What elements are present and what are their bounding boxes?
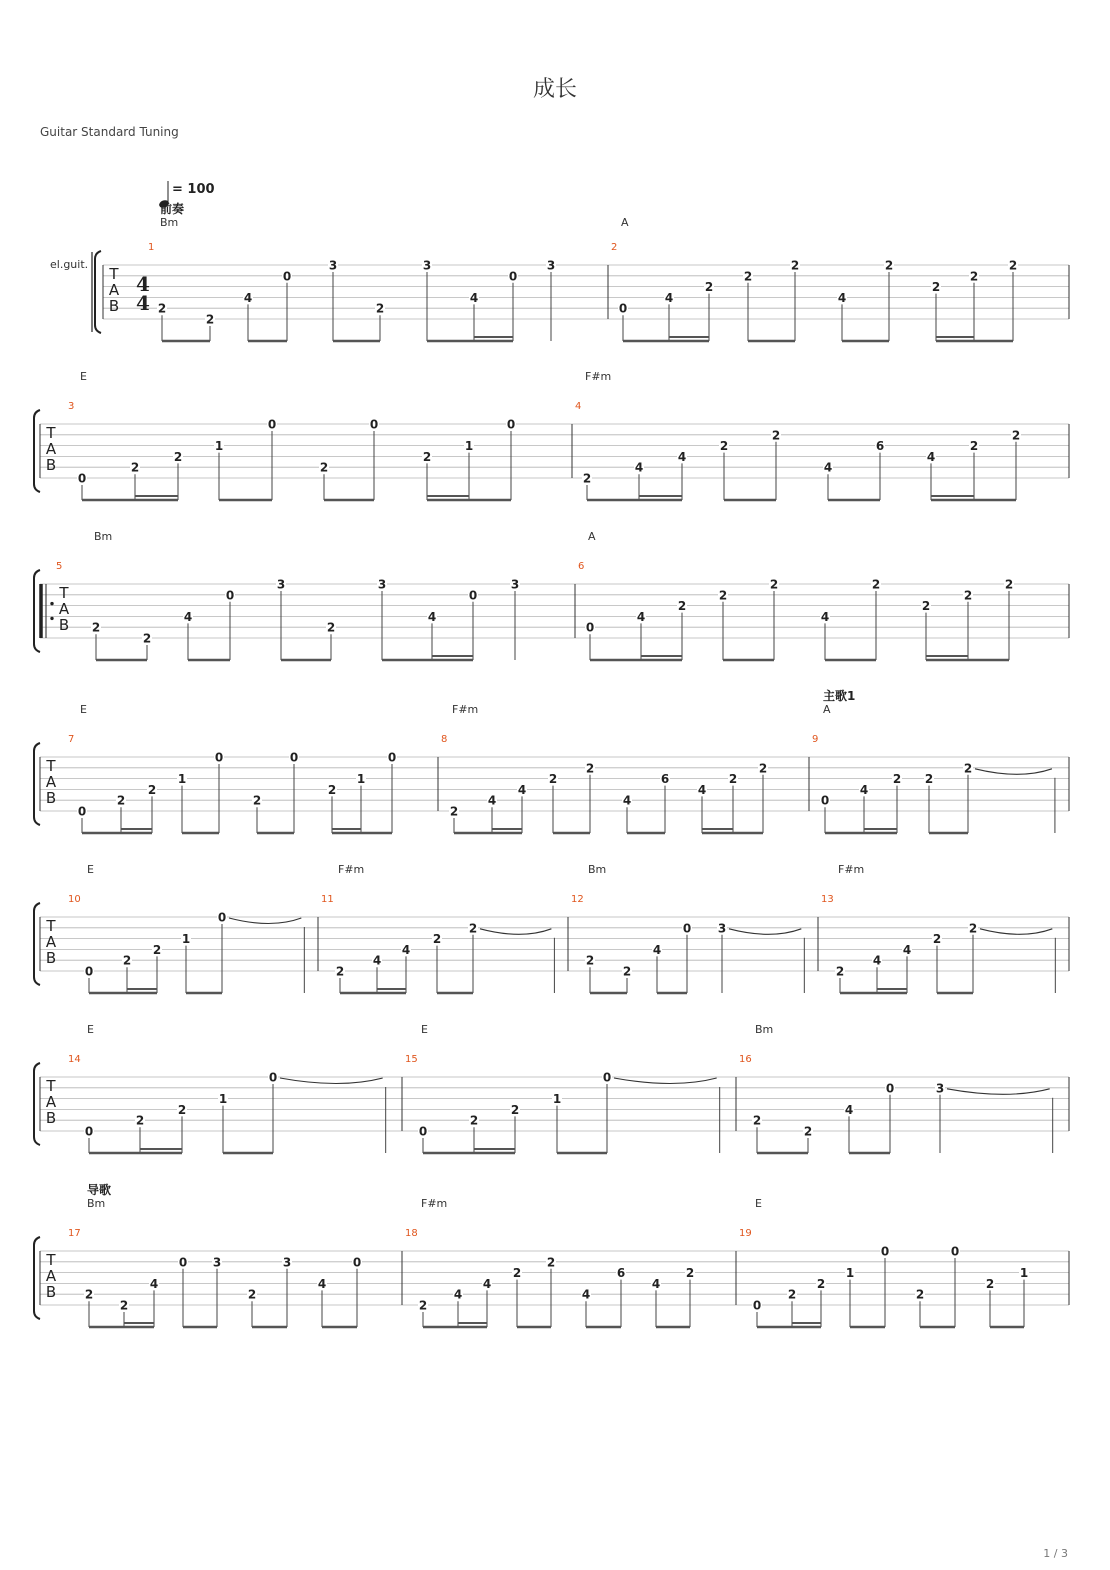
tie-arc — [729, 929, 801, 935]
fret-number: 2 — [432, 932, 442, 947]
fret-number: 2 — [546, 1255, 556, 1270]
fret-number: 2 — [252, 793, 262, 808]
fret-number: 2 — [142, 631, 152, 646]
fret-number: 2 — [769, 577, 779, 592]
fret-number: 2 — [512, 1266, 522, 1281]
fret-number: 2 — [758, 761, 768, 776]
fret-number: 3 — [282, 1255, 292, 1270]
fret-number: 2 — [932, 932, 942, 947]
measure-number: 5 — [56, 561, 63, 572]
fret-number: 4 — [243, 290, 253, 305]
tie-arc — [980, 929, 1052, 935]
chord-name: F#m — [421, 1197, 448, 1210]
measure-number: 6 — [578, 561, 585, 572]
fret-number: 0 — [682, 921, 692, 936]
time-signature-bottom: 4 — [136, 291, 150, 315]
fret-number: 0 — [84, 964, 94, 979]
fret-number: 2 — [130, 460, 140, 475]
fret-number: 4 — [453, 1287, 463, 1302]
measure-number: 4 — [575, 401, 582, 412]
system-bracket — [34, 410, 40, 492]
tie-arc — [947, 1089, 1050, 1095]
fret-number: 2 — [152, 942, 162, 957]
fret-number: 1 — [552, 1092, 562, 1107]
chord-name: Bm — [87, 1197, 106, 1210]
tie-arc — [480, 929, 551, 935]
fret-number: 4 — [634, 460, 644, 475]
fret-number: 0 — [369, 417, 379, 432]
fret-number: 0 — [267, 417, 277, 432]
fret-number: 4 — [581, 1287, 591, 1302]
chord-name: A — [621, 216, 629, 229]
fret-number: 2 — [884, 258, 894, 273]
fret-number: 2 — [1004, 577, 1014, 592]
fret-number: 2 — [622, 964, 632, 979]
tab-clef-letter: B — [45, 1109, 57, 1127]
fret-number: 0 — [880, 1244, 890, 1259]
fret-number: 2 — [135, 1113, 145, 1128]
fret-number: 0 — [217, 910, 227, 925]
fret-number: 4 — [697, 782, 707, 797]
fret-number: 0 — [468, 588, 478, 603]
page-number: 1 / 3 — [1043, 1547, 1068, 1560]
repeat-dot — [50, 602, 53, 605]
system-bracket — [34, 743, 40, 825]
fret-number: 2 — [787, 1287, 797, 1302]
tab-clef-letter: B — [45, 789, 57, 807]
fret-number: 1 — [1019, 1266, 1029, 1281]
fret-number: 2 — [326, 620, 336, 635]
tie-arc — [975, 769, 1052, 775]
fret-number: 0 — [585, 620, 595, 635]
tab-clef-letter: B — [45, 456, 57, 474]
chord-name: A — [588, 530, 596, 543]
tab-clef-letter: A — [58, 600, 70, 618]
fret-number: 0 — [214, 750, 224, 765]
fret-number: 4 — [317, 1276, 327, 1291]
fret-number: 2 — [728, 772, 738, 787]
fret-number: 2 — [969, 439, 979, 454]
fret-number: 1 — [218, 1092, 228, 1107]
chord-name: E — [421, 1023, 428, 1036]
measure-number: 13 — [821, 894, 834, 905]
chord-name: E — [755, 1197, 762, 1210]
song-title: 成长 — [532, 77, 577, 102]
tab-clef-letter: T — [46, 1077, 56, 1095]
fret-number: 4 — [859, 782, 869, 797]
fret-number: 2 — [375, 301, 385, 316]
fret-number: 2 — [247, 1287, 257, 1302]
fret-number: 4 — [372, 953, 382, 968]
chord-name: Bm — [755, 1023, 774, 1036]
chord-name: F#m — [838, 863, 865, 876]
tuning-label: Guitar Standard Tuning — [40, 125, 179, 139]
fret-number: 4 — [837, 290, 847, 305]
fret-number: 4 — [487, 793, 497, 808]
chord-name: E — [87, 863, 94, 876]
fret-number: 1 — [356, 772, 366, 787]
system-bracket — [34, 1063, 40, 1145]
chord-name: F#m — [338, 863, 365, 876]
fret-number: 4 — [469, 290, 479, 305]
chord-name: E — [87, 1023, 94, 1036]
fret-number: 2 — [327, 782, 337, 797]
fret-number: 3 — [935, 1081, 945, 1096]
fret-number: 4 — [183, 609, 193, 624]
fret-number: 2 — [319, 460, 329, 475]
fret-number: 0 — [885, 1081, 895, 1096]
fret-number: 3 — [328, 258, 338, 273]
fret-number: 0 — [352, 1255, 362, 1270]
fret-number: 4 — [636, 609, 646, 624]
fret-number: 2 — [116, 793, 126, 808]
fret-number: 0 — [178, 1255, 188, 1270]
fret-number: 0 — [282, 269, 292, 284]
tie-arc — [280, 1078, 383, 1084]
fret-number: 0 — [77, 804, 87, 819]
fret-number: 4 — [652, 942, 662, 957]
fret-number: 1 — [214, 439, 224, 454]
fret-number: 4 — [427, 609, 437, 624]
fret-number: 2 — [122, 953, 132, 968]
fret-number: 2 — [1011, 428, 1021, 443]
fret-number: 2 — [921, 599, 931, 614]
fret-number: 2 — [871, 577, 881, 592]
fret-number: 2 — [157, 301, 167, 316]
tab-clef-letter: B — [45, 1283, 57, 1301]
fret-number: 1 — [177, 772, 187, 787]
section-label: 主歌1 — [823, 689, 856, 703]
fret-number: 2 — [685, 1266, 695, 1281]
fret-number: 2 — [449, 804, 459, 819]
fret-number: 0 — [752, 1298, 762, 1313]
fret-number: 3 — [212, 1255, 222, 1270]
fret-number: 2 — [173, 449, 183, 464]
chord-name: F#m — [452, 703, 479, 716]
fret-number: 4 — [844, 1102, 854, 1117]
fret-number: 0 — [506, 417, 516, 432]
measure-number: 3 — [68, 401, 75, 412]
measure-number: 2 — [611, 242, 618, 253]
fret-number: 2 — [418, 1298, 428, 1313]
fret-number: 4 — [664, 290, 674, 305]
measure-number: 7 — [68, 734, 75, 745]
fret-number: 2 — [743, 269, 753, 284]
tab-clef-letter: A — [45, 1267, 57, 1285]
fret-number: 2 — [335, 964, 345, 979]
fret-number: 2 — [892, 772, 902, 787]
fret-number: 0 — [950, 1244, 960, 1259]
fret-number: 0 — [602, 1070, 612, 1085]
measure-number: 16 — [739, 1054, 752, 1065]
fret-number: 4 — [401, 942, 411, 957]
fret-number: 2 — [422, 449, 432, 464]
tab-clef-letter: T — [59, 584, 69, 602]
fret-number: 2 — [835, 964, 845, 979]
tab-clef-letter: B — [58, 616, 70, 634]
fret-number: 3 — [276, 577, 286, 592]
measure-number: 19 — [739, 1228, 752, 1239]
fret-number: 0 — [387, 750, 397, 765]
tab-clef-letter: A — [45, 1093, 57, 1111]
fret-number: 0 — [268, 1070, 278, 1085]
fret-number: 4 — [902, 942, 912, 957]
tab-clef-letter: T — [46, 757, 56, 775]
fret-number: 6 — [660, 772, 670, 787]
fret-number: 2 — [985, 1276, 995, 1291]
measure-number: 11 — [321, 894, 334, 905]
fret-number: 2 — [177, 1102, 187, 1117]
fret-number: 4 — [149, 1276, 159, 1291]
fret-number: 4 — [622, 793, 632, 808]
fret-number: 2 — [585, 761, 595, 776]
fret-number: 2 — [924, 772, 934, 787]
instrument-label: el.guit. — [50, 258, 89, 271]
fret-number: 2 — [677, 599, 687, 614]
tab-clef-letter: T — [109, 265, 119, 283]
fret-number: 2 — [510, 1102, 520, 1117]
chord-name: E — [80, 370, 87, 383]
chord-name: E — [80, 703, 87, 716]
fret-number: 0 — [289, 750, 299, 765]
fret-number: 0 — [418, 1124, 428, 1139]
fret-number: 4 — [926, 449, 936, 464]
fret-number: 2 — [582, 471, 592, 486]
fret-number: 2 — [469, 1113, 479, 1128]
fret-number: 0 — [77, 471, 87, 486]
chord-name: Bm — [588, 863, 607, 876]
fret-number: 2 — [468, 921, 478, 936]
tie-arc — [614, 1078, 717, 1084]
system-bracket — [95, 251, 101, 333]
fret-number: 1 — [464, 439, 474, 454]
fret-number: 2 — [548, 772, 558, 787]
fret-number: 2 — [718, 588, 728, 603]
chord-name: A — [823, 703, 831, 716]
fret-number: 4 — [823, 460, 833, 475]
fret-number: 3 — [422, 258, 432, 273]
fret-number: 2 — [803, 1124, 813, 1139]
measure-number: 15 — [405, 1054, 418, 1065]
fret-number: 3 — [510, 577, 520, 592]
fret-number: 2 — [1008, 258, 1018, 273]
fret-number: 1 — [845, 1266, 855, 1281]
fret-number: 2 — [119, 1298, 129, 1313]
measure-number: 9 — [812, 734, 819, 745]
measure-number: 18 — [405, 1228, 418, 1239]
system-bracket — [34, 570, 40, 652]
tab-clef-letter: A — [108, 281, 120, 299]
tab-clef-letter: T — [46, 424, 56, 442]
fret-number: 4 — [872, 953, 882, 968]
tab-clef-letter: A — [45, 773, 57, 791]
tab-clef-letter: T — [46, 917, 56, 935]
measure-number: 8 — [441, 734, 448, 745]
fret-number: 4 — [482, 1276, 492, 1291]
fret-number: 2 — [585, 953, 595, 968]
fret-number: 2 — [704, 280, 714, 295]
measure-number: 1 — [148, 242, 155, 253]
time-signature-top: 4 — [136, 272, 150, 296]
fret-number: 2 — [752, 1113, 762, 1128]
fret-number: 2 — [790, 258, 800, 273]
fret-number: 4 — [517, 782, 527, 797]
section-label: 前奏 — [160, 202, 185, 216]
fret-number: 3 — [546, 258, 556, 273]
fret-number: 2 — [915, 1287, 925, 1302]
section-label: 导歌 — [87, 1183, 112, 1197]
fret-number: 6 — [875, 439, 885, 454]
tab-clef-letter: B — [45, 949, 57, 967]
tab-clef-letter: A — [45, 933, 57, 951]
fret-number: 2 — [719, 439, 729, 454]
fret-number: 2 — [969, 269, 979, 284]
tab-clef-letter: A — [45, 440, 57, 458]
tab-clef-letter: B — [108, 297, 120, 315]
tempo-marking: = 100 — [172, 182, 215, 197]
fret-number: 0 — [225, 588, 235, 603]
repeat-dot — [50, 617, 53, 620]
fret-number: 3 — [377, 577, 387, 592]
fret-number: 4 — [820, 609, 830, 624]
fret-number: 1 — [181, 932, 191, 947]
fret-number: 6 — [616, 1266, 626, 1281]
fret-number: 3 — [717, 921, 727, 936]
fret-number: 0 — [820, 793, 830, 808]
fret-number: 2 — [771, 428, 781, 443]
tab-clef-letter: T — [46, 1251, 56, 1269]
fret-number: 2 — [963, 588, 973, 603]
fret-number: 2 — [147, 782, 157, 797]
system-bracket — [34, 903, 40, 985]
measure-number: 17 — [68, 1228, 81, 1239]
fret-number: 4 — [677, 449, 687, 464]
fret-number: 0 — [618, 301, 628, 316]
fret-number: 0 — [84, 1124, 94, 1139]
fret-number: 2 — [963, 761, 973, 776]
chord-name: Bm — [160, 216, 179, 229]
chord-name: F#m — [585, 370, 612, 383]
chord-name: Bm — [94, 530, 113, 543]
fret-number: 4 — [651, 1276, 661, 1291]
fret-number: 2 — [931, 280, 941, 295]
fret-number: 2 — [84, 1287, 94, 1302]
fret-number: 2 — [91, 620, 101, 635]
fret-number: 2 — [968, 921, 978, 936]
measure-number: 12 — [571, 894, 584, 905]
measure-number: 14 — [68, 1054, 81, 1065]
system-bracket — [34, 1237, 40, 1319]
fret-number: 0 — [508, 269, 518, 284]
fret-number: 2 — [205, 312, 215, 327]
fret-number: 2 — [816, 1276, 826, 1291]
tie-arc — [229, 918, 301, 924]
measure-number: 10 — [68, 894, 81, 905]
